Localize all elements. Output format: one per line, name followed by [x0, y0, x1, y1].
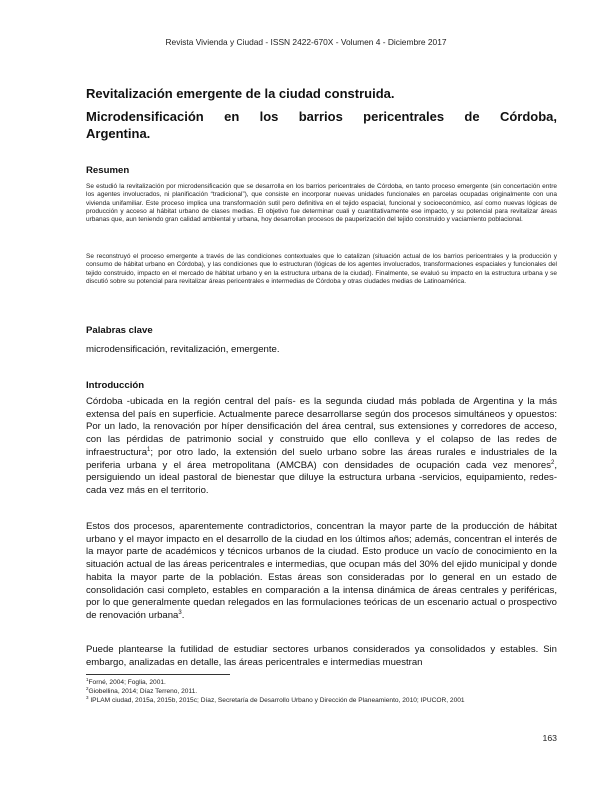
introduction-paragraph-3: Puede plantearse la futilidad de estudiar sectores urbanos considerados ya consolidados y estables. Sin embargo, analizadas en detalle, las áreas pericentrales e intermedias muestran — [86, 644, 557, 668]
footnote-2 — [86, 687, 557, 696]
article-title-line2a: Microdensificación en los barrios pericentrales de Córdoba, — [86, 109, 557, 124]
introduction-paragraph-1 — [86, 396, 557, 498]
article-title-line1: Revitalización emergente de la ciudad construida. — [86, 86, 395, 101]
footnote-ref-1[interactable]: 1 — [147, 446, 151, 453]
introduction-paragraph-2 — [86, 521, 557, 623]
article-title-line2b: Argentina. — [86, 126, 151, 141]
page-number: 163 — [542, 733, 557, 743]
footnote-text: Forné, 2004; Foglia, 2001. — [88, 679, 166, 686]
abstract-paragraph-2: Se reconstruyó el proceso emergente a través de las condiciones contextuales que lo catalizan (situación actual de los barrios pericentrales y la producción y consumo de hábitat urbano en Córdoba), y las condiciones que lo estructuran (lógicas de los agentes involucrados, transformaciones espaciales y funcionales del tejido construido, impacto en el mercado de hábitat urbano y en la estructura urbana de la ciudad). Finalmente, se evaluó su impacto en la estructura urbana y se discutió sobre su potencial para revitalizar áreas pericentrales e intermedias de Córdoba y otras ciudades medias de Latinoamérica. — [86, 253, 557, 285]
intro-p2-text-a: Estos dos procesos, aparentemente contradictorios, concentran la mayor parte de la producción de hábitat urbano y el mayor impacto en el desarrollo de la ciudad en los últimos años; además, concentran el interés de la mayor parte de académicos y técnicos urbanos de la ciudad. Esto produce un vacío de conocimiento en la situación actual de las áreas pericentrales e intermedias, que ocupan más del 30% del ejido municipal y donde habita la mayor parte de la población. Estas áreas son consideradas por lo general en un estado de consolidación casi completo, estables en comparación a la intensa dinámica de áreas centrales y periféricas, por lo que generalmente quedan relegados en las formulaciones teóricas de un escenario actual o prospectivo de renovación urbana — [86, 521, 557, 621]
footnote-text: IPLAM ciudad, 2015a, 2015b, 2015c; Díaz, Secretaría de Desarrollo Urbano y Dirección de Planeamiento, 2010; IPUCOR, 2001 — [88, 697, 465, 705]
intro-p2-text-b: . — [181, 609, 185, 621]
footnote-ref-3[interactable]: 3 — [178, 609, 182, 616]
article-title-line2 — [86, 108, 557, 142]
intro-p1-text-b: ; por otro lado, la extensión del suelo urbano sobre las áreas rurales e industriales de la periferia urbana y el área metropolitana (AMCBA) con densidades de ocupación cada vez menores — [86, 446, 557, 471]
intro-p1-text-c: , persiguiendo un ideal pastoral de bienestar que diluye la estructura urbana -servicios, equipamiento, redes- cada vez más en el territorio. — [86, 459, 557, 496]
footnote-number: 3 — [86, 695, 89, 701]
intro-p1-text-a: Córdoba -ubicada en la región central del país- es la segunda ciudad más poblada de Argentina y la más extensa del país en superficie. Actualmente parece desarrollarse según dos procesos simultáneos y opuestos: Por un lado, la renovación por híper densificación del área central, sus extensiones y corredores de acceso, con las pérdidas de patrimonio social y construido que ello conlleva y el colapso de las redes de infraestructura — [86, 396, 557, 458]
footnotes — [86, 678, 557, 706]
footnote-divider — [86, 674, 230, 675]
footnote-3 — [86, 696, 557, 705]
keywords-text: microdensificación, revitalización, emergente. — [86, 344, 280, 355]
footnote-ref-2[interactable]: 2 — [551, 459, 555, 466]
footnote-number: 1 — [86, 676, 89, 682]
keywords-heading: Palabras clave — [86, 325, 153, 336]
abstract-paragraph-1: Se estudió la revitalización por microdensificación que se desarrolla en los barrios pericentrales de Córdoba, en tanto proceso emergente (sin concertación entre los agentes involucrados, ni planificación “tradicional”), que consiste en incorporar nuevas unidades funcionales en parcelas ocupadas originalmente con una vivienda unifamiliar. Este proceso implica una transformación sutil pero definitiva en el tejido espacial, funcional y socioeconómico, así como nuevas lógicas de producción y acceso al hábitat urbano de clases medias. El objetivo fue determinar cuali y cuantitativamente ese impacto, y su potencial para revitalizar áreas urbanas que, aun teniendo gran calidad ambiental y urbana, hoy desarrollan procesos de pauperización del tejido construido y vaciamiento poblacional. — [86, 183, 557, 224]
footnote-number: 2 — [86, 686, 89, 692]
abstract-heading: Resumen — [86, 165, 130, 176]
footnote-text: Giobellina, 2014; Díaz Terreno, 2011. — [88, 688, 198, 696]
footnote-1 — [86, 678, 557, 687]
introduction-heading: Introducción — [86, 380, 145, 391]
running-header: Revista Vivienda y Ciudad - ISSN 2422-670X - Volumen 4 - Diciembre 2017 — [165, 37, 447, 47]
